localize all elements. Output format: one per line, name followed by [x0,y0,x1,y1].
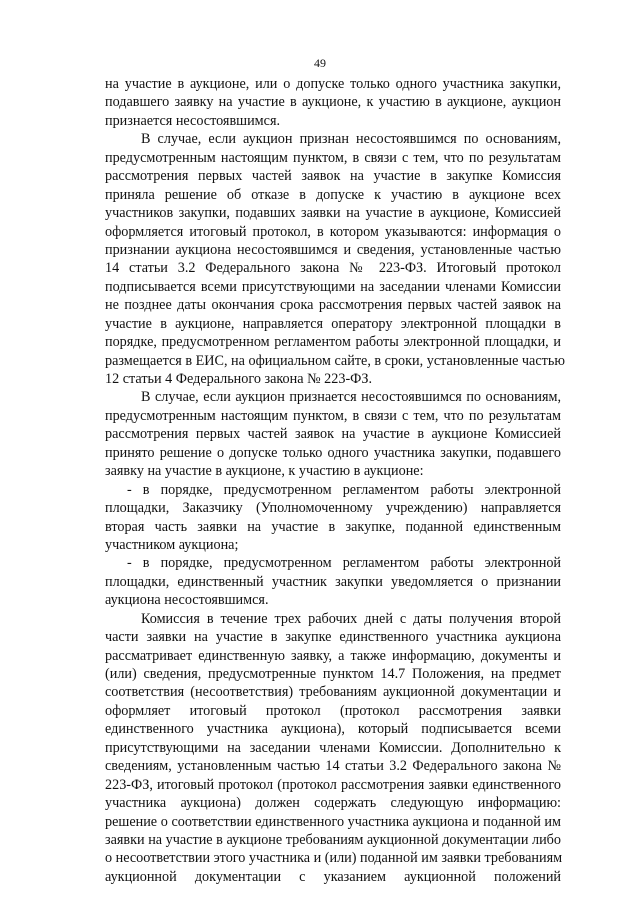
text-line: порядке, предусмотренном регламентом работы электронной площадки, и [105,334,561,351]
text-line: решение о соответствии единственного участника аукциона и поданной им [105,813,561,830]
text-line: части заявки на участие в закупке единственного участника аукциона [105,629,561,646]
text-line: рассмотрения первых частей заявок на участие в аукционе Комиссией [105,426,561,443]
text-line: на участие в аукционе, или о допуске только одного участника закупки, [105,76,561,92]
page-number: 49 [314,56,326,70]
text-line: признается несостоявшимся. [105,112,281,129]
text-line: присутствующими на заседании членами Комиссии. Дополнительно к [105,739,561,756]
text-line: приняла решение об отказе в допуске к участию в аукционе всех [105,186,561,203]
text-line: 14 статьи 3.2 Федерального закона № 223-ФЗ. Итоговый протокол [105,260,561,277]
text-line: аукциона несостоявшимся. [105,592,269,609]
text-line: участником аукциона; [105,536,239,553]
text-line: заявку на участие в аукционе, к участию в аукционе: [105,463,424,480]
text-line: Комиссия в течение трех рабочих дней с даты получения второй [141,610,561,627]
text-line: подавшего заявку на участие в аукционе, к участию в аукционе, аукцион [105,94,561,111]
text-line: участие в аукционе, направляется оператору электронной площадки в [105,315,561,332]
text-line: размещается в ЕИС, на официальном сайте, в сроки, установленные частью [105,352,565,369]
text-line: не позднее даты окончания срока рассмотрения первых частей заявок на [105,297,561,314]
text-line: оформляется итоговый протокол, в котором указываются: информация о [105,223,561,240]
text-line: предусмотренным настоящим пунктом, в связи с тем, что по результатам [105,149,561,166]
text-line: 12 статьи 4 Федерального закона № 223-ФЗ. [105,371,373,387]
text-line: предусмотренным настоящим пунктом, в связи с тем, что по результатам [105,407,561,424]
text-line: площадки, единственный участник закупки уведомляется о признании [105,573,561,590]
text-line: - в порядке, предусмотренном регламентом работы электронной [127,481,561,498]
text-line: В случае, если аукцион признается несостоявшимся по основаниям, [141,389,561,406]
text-line: принято решение о допуске только одного участника закупки, подавшего [105,444,561,461]
body-text [105,75,565,886]
text-line: сведениям, установленным частью 14 статьи 3.2 Федерального закона № [105,758,561,775]
text-line: участника аукциона) должен содержать следующую информацию: [105,795,561,812]
text-line: участников закупки, подавших заявки на участие в аукционе, Комиссией [105,205,561,222]
text-line: соответствия (несоответствия) требованиям аукционной документации и [105,684,561,701]
text-line: рассматривает единственную заявку, а также информацию, документы и [105,647,561,664]
text-line: единственного участника аукциона), который подписывается всеми [105,721,561,738]
text-line: рассмотрения первых частей заявок на участие в закупке Комиссия [105,168,561,185]
text-line: признании аукциона несостоявшимся и сведения, установленные частью [105,241,561,258]
text-line: подписывается всеми присутствующими на заседании членами Комиссии [105,278,561,295]
text-line: аукционной документации с указанием аукционной положений [105,868,561,885]
text-line: - в порядке, предусмотренном регламентом работы электронной [127,555,561,572]
text-line: вторая часть заявки на участие в закупке, поданной единственным [105,518,561,535]
text-line: (или) сведения, предусмотренные пунктом 14.7 Положения, на предмет [105,666,561,682]
text-line: о несоответствии этого участника и (или) поданной им заявки требованиям [105,850,563,867]
text-line: В случае, если аукцион признан несостоявшимся по основаниям, [141,131,561,148]
text-line: площадки, Заказчику (Уполномоченному учреждению) направляется [105,500,561,517]
text-line: оформляет итоговый протокол (протокол рассмотрения заявки [105,702,561,719]
text-line: 223-ФЗ, итоговый протокол (протокол рассмотрения заявки единственного [105,776,561,793]
text-line: заявки на участие в аукционе требованиям аукционной документации либо [105,831,561,848]
